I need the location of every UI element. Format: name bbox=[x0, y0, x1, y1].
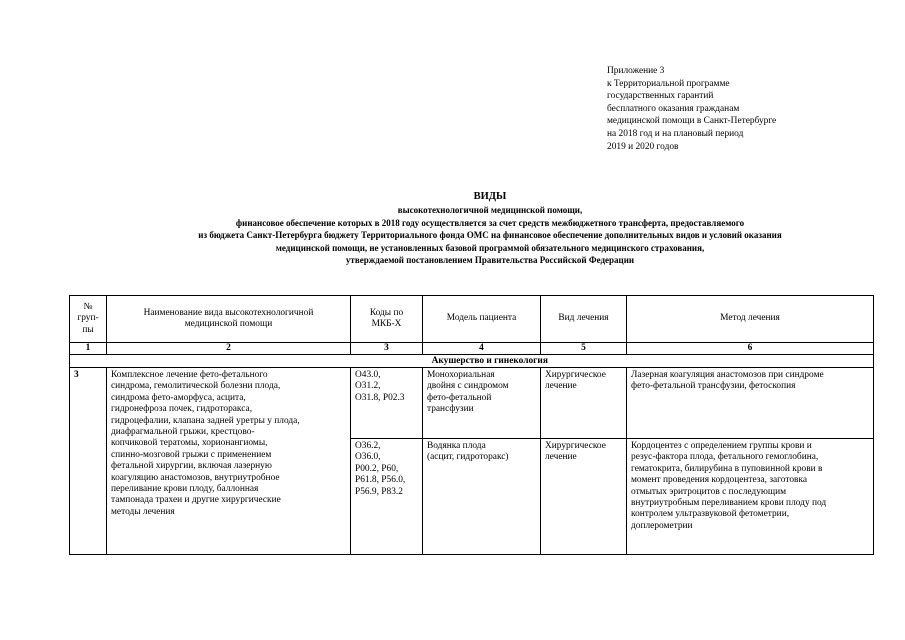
heading-line: из бюджета Санкт-Петербурга бюджету Территориального фонда ОМС на финансовое обеспечение дополнительных видов и условий оказания bbox=[198, 230, 782, 241]
patient-model-cell: Водянка плода (асцит, гидроторакс) bbox=[423, 439, 541, 555]
column-index: 1 bbox=[70, 343, 107, 355]
column-index: 3 bbox=[351, 343, 423, 355]
header-patient-model: Модель пациента bbox=[423, 296, 541, 343]
column-index: 4 bbox=[423, 343, 541, 355]
treatment-type-cell: Хирургическое лечение bbox=[541, 439, 627, 555]
column-index: 5 bbox=[541, 343, 627, 355]
appendix-line: государственных гарантий bbox=[607, 91, 714, 102]
header-treatment-method: Метод лечения bbox=[627, 296, 874, 343]
section-row bbox=[70, 355, 874, 368]
hmc-name-cell: Комплексное лечение фето-фетального синдрома, гемолитической болезни плода, синдрома фето-аморфуса, асцита, гидронефроза почек, гидроторакса, гидроцефалии, клапана задней уретры у плода, диафрагмальной грыжи, крестцово- копчиковой тератомы, хорионангиомы, спинно-мозговой грыжи с применением фетальной хирургии, включая лазерную коагуляцию анастомозов, внутриутробное переливание крови плоду, баллонная тампонада трахеи и другие хирургические методы лечения bbox=[107, 368, 351, 555]
document-heading bbox=[60, 191, 905, 266]
section-title: Акушерство и гинекология bbox=[107, 355, 874, 368]
hmc-types-table bbox=[69, 295, 874, 555]
column-index-row bbox=[70, 343, 874, 355]
header-row bbox=[70, 296, 874, 343]
icd-codes-cell: O43.0, O31.2, O31.8, P02.3 bbox=[351, 368, 423, 439]
document-title: ВИДЫ bbox=[473, 191, 507, 202]
treatment-method-cell: Лазерная коагуляция анастомозов при синдроме фето-фетальной трансфузии, фетоскопия bbox=[627, 368, 874, 439]
group-number: 3 bbox=[70, 368, 107, 555]
icd-codes-cell: O36.2, O36.0, P00.2, P60, P61.8, P56.0, P56.9, P83.2 bbox=[351, 439, 423, 555]
column-index: 6 bbox=[627, 343, 874, 355]
header-icd-codes: Коды по МКБ-Х bbox=[351, 296, 423, 343]
column-index: 2 bbox=[107, 343, 351, 355]
heading-line: высокотехнологичной медицинской помощи, bbox=[397, 205, 583, 216]
appendix-line: бесплатного оказания гражданам bbox=[607, 103, 740, 114]
appendix-note bbox=[607, 65, 867, 153]
appendix-line: Приложение 3 bbox=[607, 66, 665, 76]
header-treatment-type: Вид лечения bbox=[541, 296, 627, 343]
table-row bbox=[70, 368, 874, 439]
section-spacer bbox=[70, 355, 107, 368]
heading-line: финансовое обеспечение которых в 2018 году осуществляется за счет средств межбюджетного трансферта, предоставляемого bbox=[235, 217, 745, 228]
appendix-line: на 2018 год и на плановый период bbox=[607, 128, 744, 139]
header-hmc-name: Наименование вида высокотехнологичной медицинской помощи bbox=[107, 296, 351, 343]
header-group-number: № груп- пы bbox=[70, 296, 107, 343]
appendix-line: к Территориальной программе bbox=[607, 78, 730, 89]
patient-model-cell: Монохориальная двойня с синдромом фето-фетальной трансфузии bbox=[423, 368, 541, 439]
appendix-line: медицинской помощи в Санкт-Петербурге bbox=[607, 116, 777, 127]
heading-line: медицинской помощи, не установленных базовой программой обязательного медицинского страхования, bbox=[275, 242, 705, 253]
treatment-method-cell: Кордоцентез с определением группы крови и резус-фактора плода, фетального гемоглобина, гематокрита, билирубина в пуповинной крови в момент проведения кордоцентеза, заготовка отмытых эритроцитов с последующим внутриутробным переливанием крови плоду под контролем ультразвуковой фетометрии, доплерометрии bbox=[627, 439, 874, 555]
treatment-type-cell: Хирургическое лечение bbox=[541, 368, 627, 439]
heading-line: утверждаемой постановлением Правительства Российской Федерации bbox=[345, 255, 635, 266]
appendix-line: 2019 и 2020 годов bbox=[607, 141, 679, 152]
